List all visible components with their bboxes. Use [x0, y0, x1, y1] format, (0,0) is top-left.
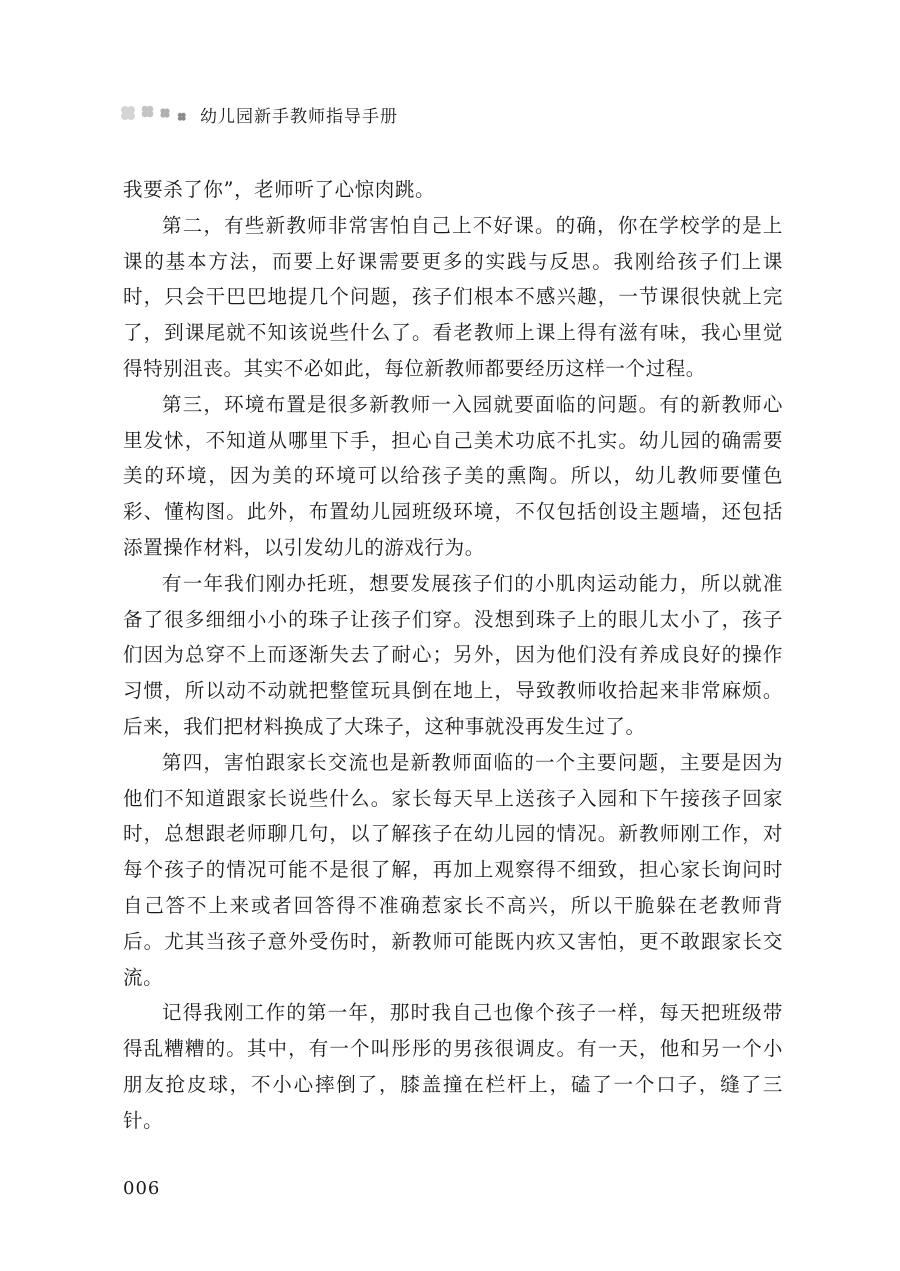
paragraph-3: 第三，环境布置是很多新教师一入园就要面临的问题。有的新教师心里发怵，不知道从哪里下手，担心自己美术功底不扎实。幼儿园的确需要美的环境，因为美的环境可以给孩子美的熏陶。所以，幼儿教师要懂色彩、懂构图。此外，布置幼儿园班级环境，不仅包括创设主题墙，还包括添置操作材料，以引发幼儿的游戏行为。 [123, 392, 783, 559]
paragraph-4: 有一年我们刚办托班，想要发展孩子们的小肌肉运动能力，所以就准备了很多细细小小的珠子让孩子们穿。没想到珠子上的眼儿太小了，孩子们因为总穿不上而逐渐失去了耐心；另外，因为他们没有养成良好的操作习惯，所以动不动就把整筐玩具倒在地上，导致教师收拾起来非常麻烦。后来，我们把材料换成了大珠子，这种事就没再发生过了。 [123, 571, 783, 738]
paragraph-1: 我要杀了你”，老师听了心惊肉跳。 [123, 178, 436, 201]
page-body [123, 172, 783, 1139]
book-title: 幼儿园新手教师指导手册 [200, 106, 398, 127]
clover-ornament-icon [118, 101, 190, 127]
paragraph-6: 记得我刚工作的第一年，那时我自己也像个孩子一样，每天把班级带得乱糟糟的。其中，有一个叫彤彤的男孩很调皮。有一天，他和另一个小朋友抢皮球，不小心摔倒了，膝盖撞在栏杆上，磕了一个口子，缝了三针。 [123, 1001, 783, 1132]
paragraph-5: 第四，害怕跟家长交流也是新教师面临的一个主要问题，主要是因为他们不知道跟家长说些什么。家长每天早上送孩子入园和下午接孩子回家时，总想跟老师聊几句，以了解孩子在幼儿园的情况。新教师刚工作，对每个孩子的情况可能不是很了解，再加上观察得不细致，担心家长询问时自己答不上来或者回答得不准确惹家长不高兴，所以干脆躲在老教师背后。尤其当孩子意外受伤时，新教师可能既内疚又害怕，更不敢跟家长交流。 [123, 750, 783, 989]
page-number: 006 [123, 1178, 161, 1199]
paragraph-2: 第二，有些新教师非常害怕自己上不好课。的确，你在学校学的是上课的基本方法，而要上好课需要更多的实践与反思。我刚给孩子们上课时，只会干巴巴地提几个问题，孩子们根本不感兴趣，一节课很快就上完了，到课尾就不知该说些什么了。看老教师上课上得有滋有味，我心里觉得特别沮丧。其实不必如此，每位新教师都要经历这样一个过程。 [123, 213, 783, 380]
running-header [118, 96, 398, 132]
